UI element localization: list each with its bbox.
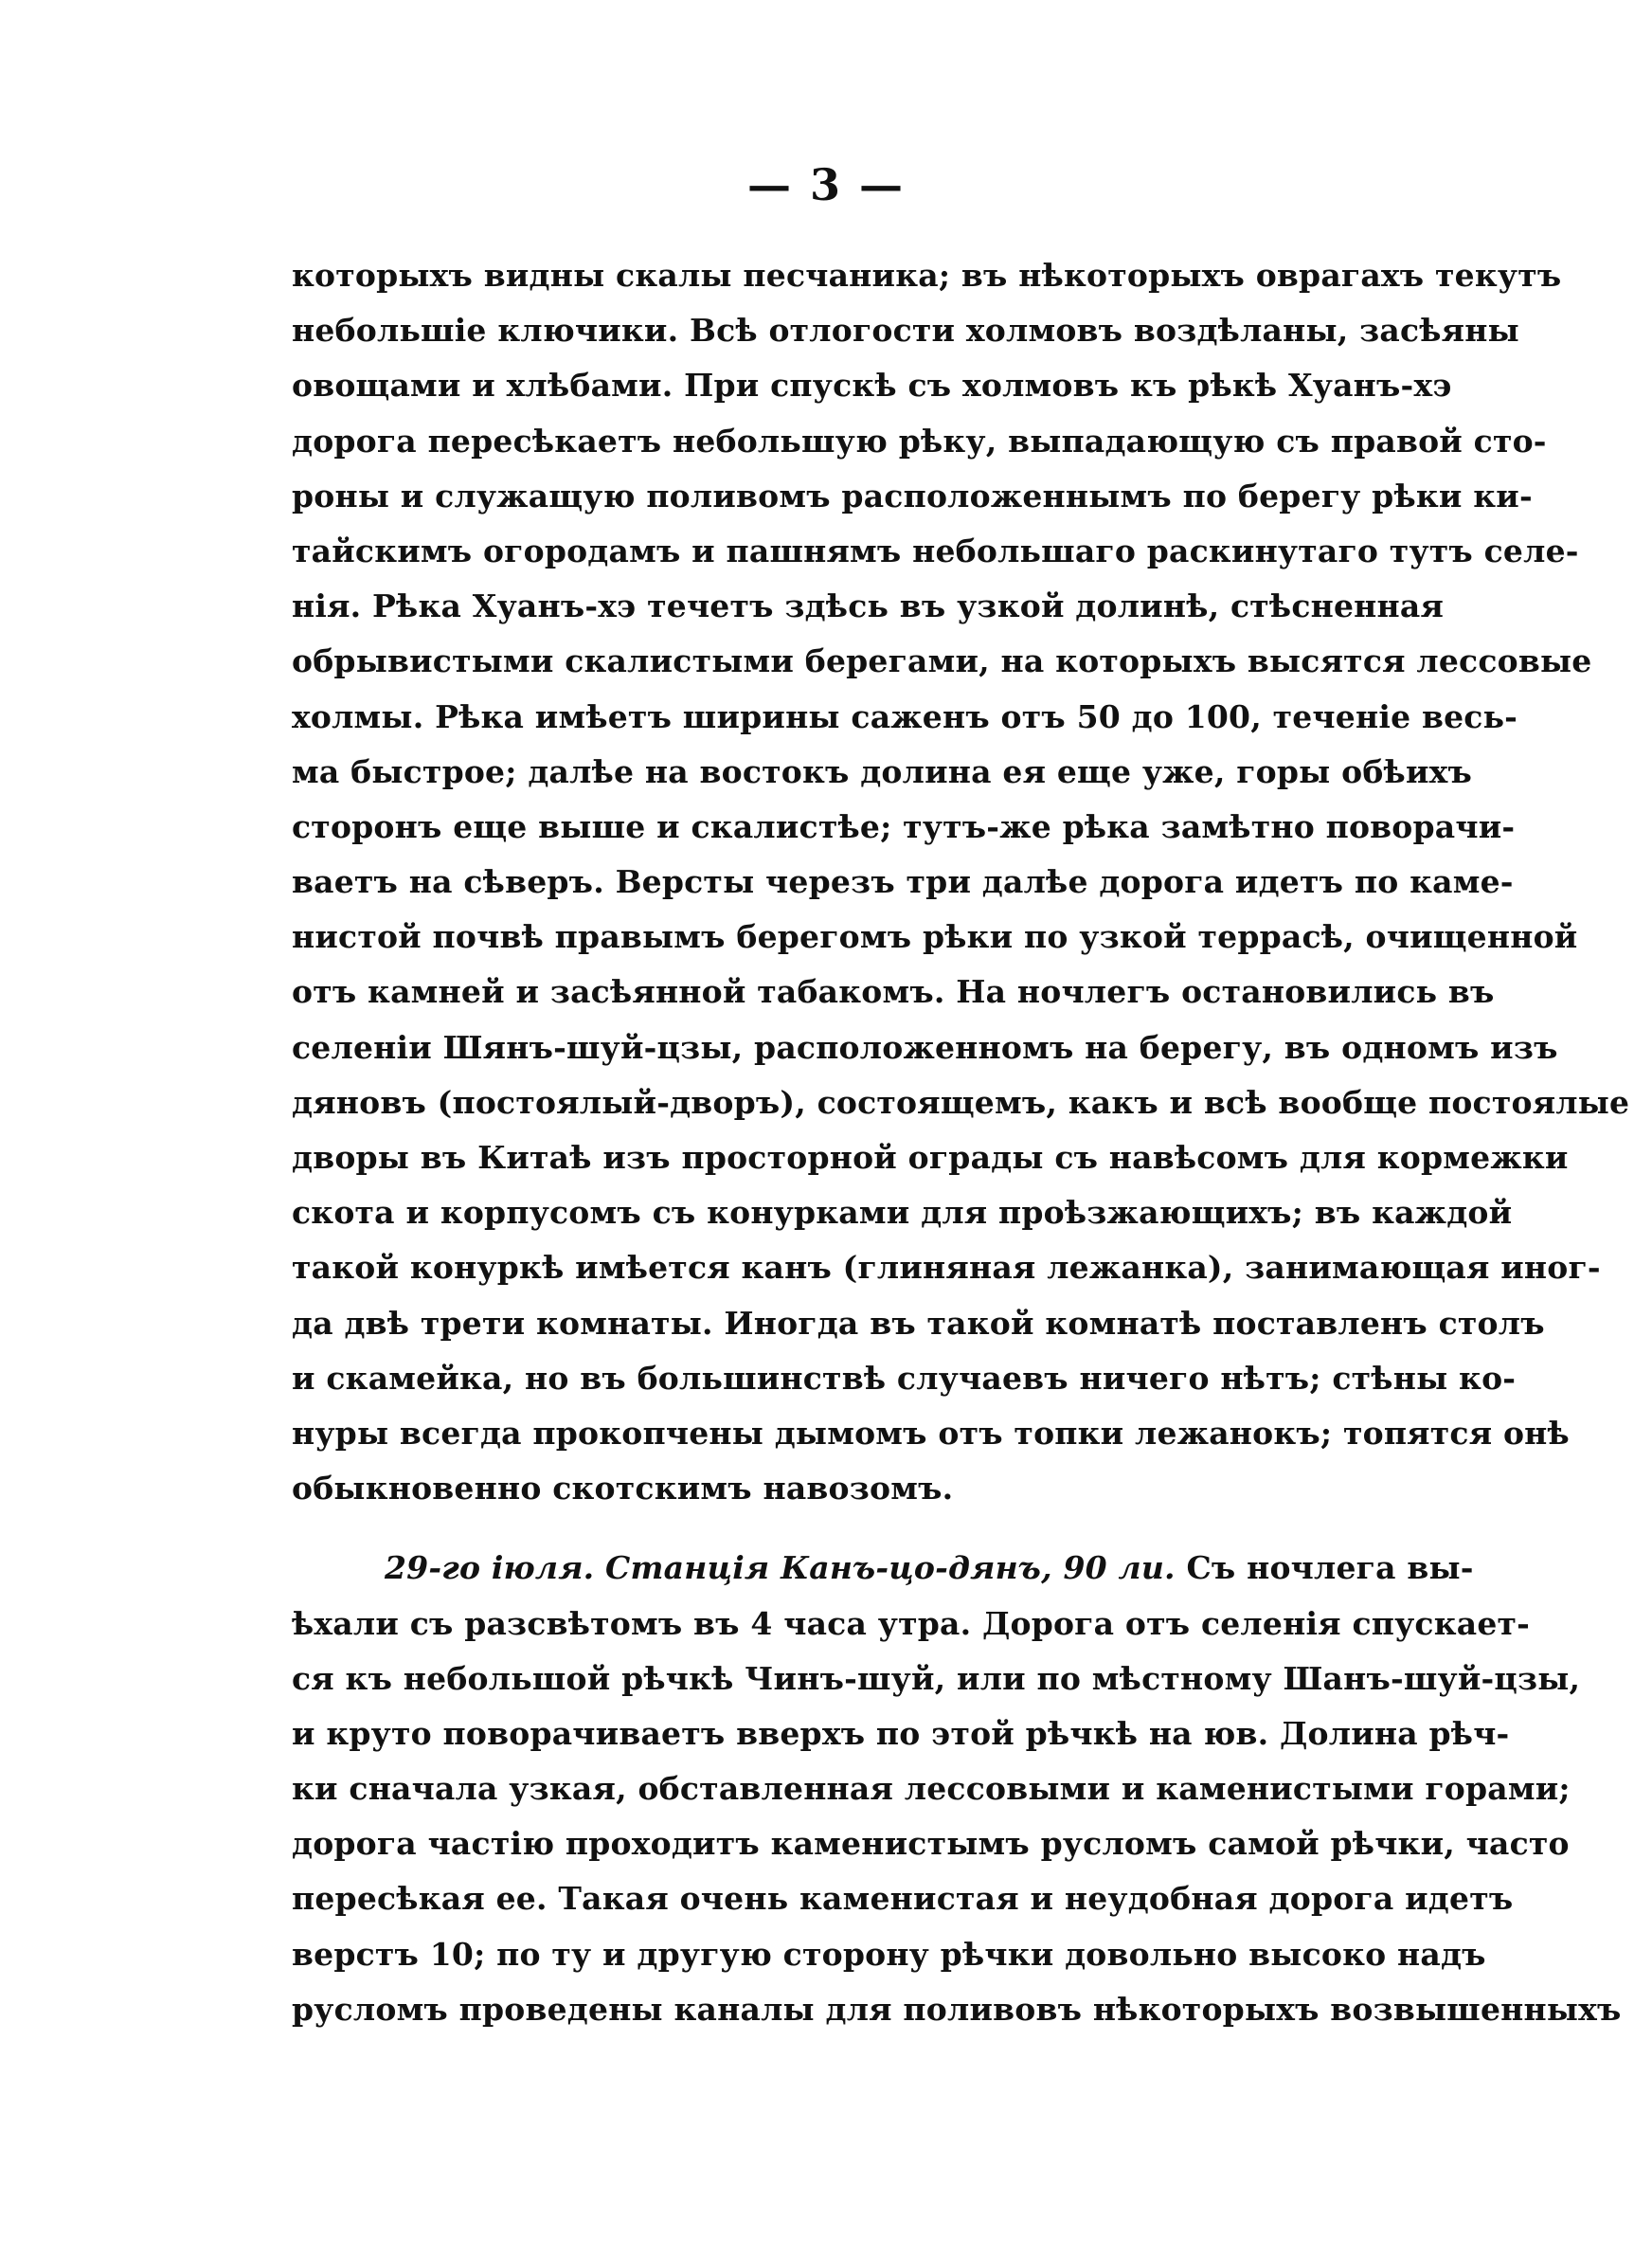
- text-line: ся къ небольшой рѣчкѣ Чинъ-шуй, или по мѣстному Шанъ-шуй-цзы,: [292, 1659, 1581, 1697]
- text-line: сторонъ еще выше и скалистѣе; тутъ-же рѣка замѣтно поворачи-: [292, 807, 1516, 845]
- paragraph-gap: [292, 1516, 1391, 1541]
- text-line: которыхъ видны скалы песчаника; въ нѣкоторыхъ оврагахъ текутъ: [292, 257, 1562, 294]
- text-line: холмы. Рѣка имѣетъ ширины саженъ отъ 50 до 100, теченіе весь-: [292, 697, 1518, 735]
- text-line: обрывистыми скалистыми берегами, на которыхъ высятся лессовые: [292, 642, 1592, 680]
- text-line: небольшіе ключики. Всѣ отлогости холмовъ воздѣланы, засѣяны: [292, 312, 1519, 350]
- text-line: обыкновенно скотскимъ навозомъ.: [292, 1470, 954, 1508]
- text-line: овощами и хлѣбами. При спускѣ съ холмовъ къ рѣкѣ Хуанъ-хэ: [292, 367, 1452, 405]
- text-line: ки сначала узкая, обставленная лессовыми и каменистыми горами;: [292, 1770, 1571, 1808]
- text-line: и круто поворачиваетъ вверхъ по этой рѣчкѣ на юв. Долина рѣч-: [292, 1714, 1510, 1752]
- body-text: [292, 248, 1630, 2037]
- text-line: и скамейка, но въ большинствѣ случаевъ ничего нѣтъ; стѣны ко-: [292, 1359, 1517, 1397]
- text-line: роны и служащую поливомъ расположеннымъ по берегу рѣки ки-: [292, 477, 1533, 515]
- text-line: да двѣ трети комнаты. Иногда въ такой комнатѣ поставленъ столъ: [292, 1304, 1545, 1342]
- text-line-heading: [292, 1541, 1474, 1596]
- text-line: дворы въ Китаѣ изъ просторной ограды съ навѣсомъ для кормежки: [292, 1139, 1569, 1176]
- text-line: селеніи Шянъ-шуй-цзы, расположенномъ на берегу, въ одномъ изъ: [292, 1028, 1558, 1066]
- text-line: пересѣкая ее. Такая очень каменистая и неудобная дорога идетъ: [292, 1880, 1514, 1918]
- heading-line-rest: Съ ночлега вы-: [1186, 1549, 1474, 1587]
- text-line: нистой почвѣ правымъ берегомъ рѣки по узкой террасѣ, очищенной: [292, 918, 1578, 956]
- text-line: скота и корпусомъ съ конурками для проѣзжающихъ; въ каждой: [292, 1194, 1513, 1232]
- text-line: отъ камней и засѣянной табакомъ. На ночлегъ остановились въ: [292, 973, 1495, 1011]
- section-heading: 29-го іюля. Станція Канъ-цо-дянъ, 90 ли.: [385, 1549, 1176, 1587]
- text-line: дорога частію проходитъ каменистымъ русломъ самой рѣчки, часто: [292, 1825, 1570, 1863]
- text-line: русломъ проведены каналы для поливовъ нѣкоторыхъ возвышенныхъ: [292, 1990, 1622, 2028]
- text-line: нуры всегда прокопчены дымомъ отъ топки лежанокъ; топятся онѣ: [292, 1414, 1570, 1452]
- text-line: верстъ 10; по ту и другую сторону рѣчки довольно высоко надъ: [292, 1935, 1486, 1973]
- text-line: нія. Рѣка Хуанъ-хэ течетъ здѣсь въ узкой долинѣ, стѣсненная: [292, 587, 1445, 625]
- text-line: ваетъ на сѣверъ. Версты черезъ три далѣе дорога идетъ по каме-: [292, 863, 1514, 901]
- text-line: ма быстрое; далѣе на востокъ долина ея еще уже, горы обѣихъ: [292, 752, 1473, 790]
- text-line: ѣхали съ разсвѣтомъ въ 4 часа утра. Дорога отъ селенія спускает-: [292, 1604, 1531, 1642]
- text-line: тайскимъ огородамъ и пашнямъ небольшаго раскинутаго тутъ селе-: [292, 532, 1579, 569]
- text-line: дорога пересѣкаетъ небольшую рѣку, выпадающую съ правой сто-: [292, 422, 1547, 460]
- page-number: — 3 —: [746, 159, 906, 210]
- text-line: дяновъ (постоялый-дворъ), состоящемъ, какъ и всѣ вообще постоялые: [292, 1083, 1630, 1121]
- text-line: такой конуркѣ имѣется канъ (глиняная лежанка), занимающая иног-: [292, 1249, 1601, 1287]
